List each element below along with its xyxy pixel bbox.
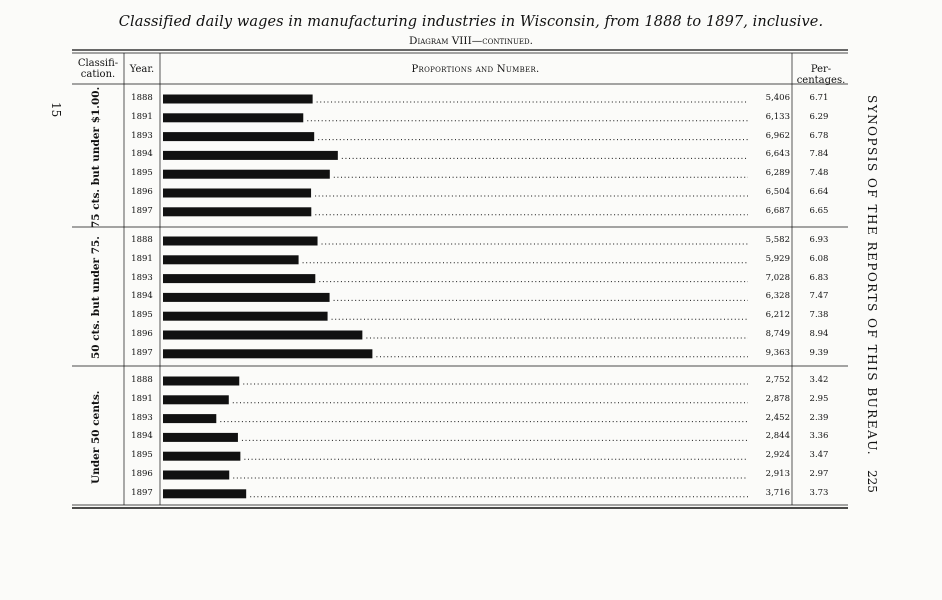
bar bbox=[163, 433, 238, 442]
number-label: 6,212 bbox=[765, 310, 790, 321]
percent-label: 7.38 bbox=[809, 310, 829, 321]
bar bbox=[163, 237, 318, 246]
number-label: 7,028 bbox=[765, 272, 790, 283]
bar bbox=[163, 189, 311, 198]
bar bbox=[163, 331, 362, 340]
bar bbox=[163, 151, 338, 160]
page-number: 225 bbox=[865, 470, 879, 493]
percent-label: 6.08 bbox=[809, 253, 829, 264]
number-label: 6,504 bbox=[765, 187, 790, 197]
bar bbox=[163, 274, 315, 283]
number-label: 5,582 bbox=[765, 235, 790, 245]
percent-label: 7.48 bbox=[809, 168, 829, 179]
bar bbox=[163, 312, 328, 321]
percent-label: 6.78 bbox=[809, 130, 829, 141]
year-label: 1893 bbox=[131, 272, 153, 283]
year-label: 1891 bbox=[131, 253, 153, 264]
bar bbox=[163, 452, 240, 461]
percent-label: 6.93 bbox=[809, 235, 829, 245]
year-label: 1897 bbox=[131, 487, 153, 498]
percent-label: 7.47 bbox=[809, 291, 829, 302]
bar bbox=[163, 414, 216, 423]
signature-mark: 15 bbox=[49, 102, 63, 118]
number-label: 6,328 bbox=[765, 291, 790, 302]
bar bbox=[163, 395, 229, 404]
chart-subtitle: Diagram VIII—continued. bbox=[409, 35, 533, 47]
year-label: 1895 bbox=[131, 168, 153, 179]
percent-label: 6.83 bbox=[809, 272, 829, 283]
classification-label: 75 cts. but under $1.00. bbox=[90, 86, 102, 229]
percent-label: 9.39 bbox=[809, 347, 829, 358]
number-label: 2,752 bbox=[765, 375, 790, 385]
year-label: 1888 bbox=[131, 235, 153, 245]
chart-title: Classified daily wages in manufacturing industries in Wisconsin, from 1888 to 1897, inclusive. bbox=[118, 14, 824, 30]
number-label: 3,716 bbox=[765, 487, 790, 498]
percent-label: 3.42 bbox=[809, 375, 829, 385]
percent-label: 3.47 bbox=[809, 450, 829, 461]
year-label: 1896 bbox=[131, 469, 153, 479]
bar bbox=[163, 255, 299, 264]
percent-label: 6.29 bbox=[809, 111, 829, 122]
number-label: 6,133 bbox=[765, 111, 790, 122]
year-label: 1893 bbox=[131, 130, 153, 141]
year-label: 1891 bbox=[131, 111, 153, 122]
year-label: 1895 bbox=[131, 450, 153, 461]
number-label: 6,643 bbox=[765, 149, 790, 160]
number-label: 9,363 bbox=[765, 347, 790, 358]
year-label: 1896 bbox=[131, 329, 153, 339]
year-label: 1888 bbox=[131, 375, 153, 385]
bar bbox=[163, 349, 372, 358]
header-proportions: Proportions and Number. bbox=[411, 64, 540, 75]
number-label: 6,962 bbox=[765, 130, 790, 141]
percent-label: 2.39 bbox=[809, 412, 829, 423]
percent-label: 8.94 bbox=[809, 329, 829, 339]
number-label: 2,924 bbox=[765, 450, 790, 461]
year-label: 1894 bbox=[131, 149, 153, 160]
percent-label: 2.97 bbox=[809, 469, 829, 479]
percent-label: 3.36 bbox=[809, 431, 829, 442]
year-label: 1888 bbox=[131, 93, 153, 103]
classification-label: Under 50 cents. bbox=[90, 390, 102, 485]
number-label: 2,878 bbox=[765, 393, 790, 404]
header-classification: Classifi-cation. bbox=[77, 58, 119, 80]
year-label: 1894 bbox=[131, 431, 153, 442]
bar bbox=[163, 471, 229, 480]
percent-label: 6.65 bbox=[809, 205, 829, 216]
percent-label: 7.84 bbox=[809, 149, 829, 160]
year-label: 1893 bbox=[131, 412, 153, 423]
running-head: SYNOPSIS OF THE REPORTS OF THIS BUREAU. bbox=[865, 95, 879, 457]
bar bbox=[163, 489, 246, 498]
percent-label: 3.73 bbox=[809, 487, 829, 498]
percent-label: 6.71 bbox=[809, 93, 829, 103]
number-label: 5,929 bbox=[765, 253, 790, 264]
bar bbox=[163, 132, 314, 141]
number-label: 2,913 bbox=[765, 469, 790, 479]
year-label: 1896 bbox=[131, 187, 153, 197]
bar bbox=[163, 170, 330, 179]
percent-label: 2.95 bbox=[809, 393, 829, 404]
header-percentages: Per-centages. bbox=[796, 64, 846, 86]
classification-label: 50 cts. but under 75. bbox=[90, 236, 102, 360]
bar bbox=[163, 377, 239, 386]
number-label: 6,687 bbox=[765, 205, 790, 216]
year-label: 1891 bbox=[131, 393, 153, 404]
bar bbox=[163, 113, 303, 122]
year-label: 1894 bbox=[131, 291, 153, 302]
number-label: 6,289 bbox=[765, 168, 790, 179]
number-label: 8,749 bbox=[765, 329, 790, 339]
year-label: 1895 bbox=[131, 310, 153, 321]
percent-label: 6.64 bbox=[809, 187, 829, 197]
year-label: 1897 bbox=[131, 205, 153, 216]
number-label: 5,406 bbox=[765, 93, 790, 103]
year-label: 1897 bbox=[131, 347, 153, 358]
number-label: 2,844 bbox=[765, 431, 790, 442]
number-label: 2,452 bbox=[765, 412, 790, 423]
bar bbox=[163, 293, 330, 302]
bar bbox=[163, 207, 311, 216]
header-year: Year. bbox=[129, 64, 155, 75]
bar bbox=[163, 95, 313, 104]
